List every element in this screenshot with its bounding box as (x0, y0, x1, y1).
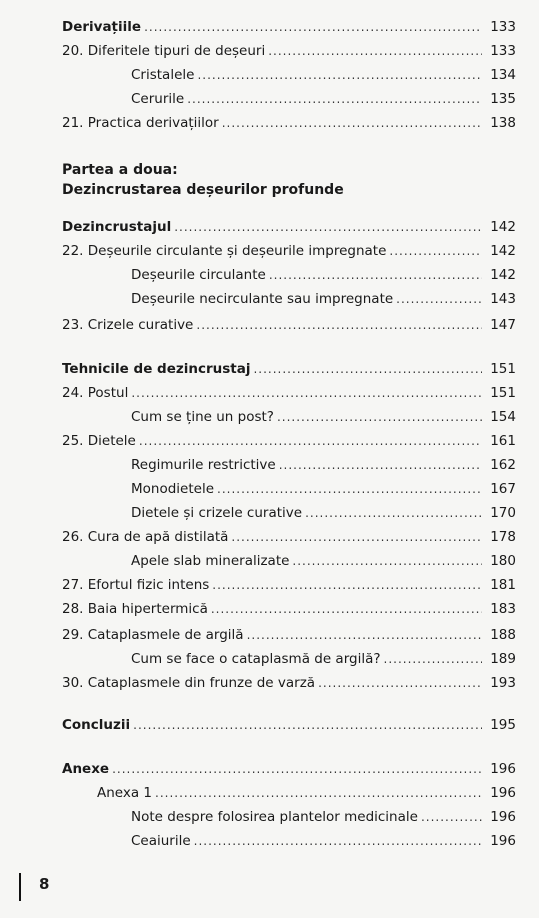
toc-entry (0, 526, 539, 548)
dot-leader (292, 550, 482, 572)
toc-entry-title: Cum se ține un post? (131, 409, 274, 425)
toc-entry (0, 806, 539, 828)
toc-entry-page: 161 (490, 433, 516, 449)
dot-leader (421, 806, 482, 828)
dot-leader (222, 112, 482, 134)
toc-entry (0, 64, 539, 86)
dot-leader (139, 430, 482, 452)
toc-entry-page: 196 (490, 761, 516, 777)
dot-leader (389, 240, 482, 262)
toc-entry-page: 135 (490, 91, 516, 107)
toc-entry-page: 147 (490, 317, 516, 333)
toc-entry (0, 240, 539, 262)
toc-entry-page: 178 (490, 529, 516, 545)
dot-leader (187, 88, 482, 110)
toc-entry (0, 88, 539, 110)
toc-entry-page: 193 (490, 675, 516, 691)
dot-leader (318, 672, 482, 694)
toc-entry-page: 134 (490, 67, 516, 83)
toc-entry-page: 167 (490, 481, 516, 497)
toc-entry-title: Dezincrustajul (62, 219, 172, 235)
toc-entry-page: 154 (490, 409, 516, 425)
dot-leader (247, 624, 482, 646)
dot-leader (277, 406, 482, 428)
dot-leader (155, 782, 482, 804)
toc-entry (0, 430, 539, 452)
toc-entry-title: 22. Deșeurile circulante și deșeurile impregnate (62, 243, 387, 259)
toc-entry-title: 27. Efortul fizic intens (62, 577, 210, 593)
toc-entry-page: 162 (490, 457, 516, 473)
toc-entry-title: 30. Cataplasmele din frunze de varză (62, 675, 316, 691)
toc-entry-page: 138 (490, 115, 516, 131)
toc-entry (0, 314, 539, 336)
toc-entry-title: 25. Dietele (62, 433, 136, 449)
toc-entry-title: 26. Cura de apă distilată (62, 529, 229, 545)
toc-entry-title: Monodietele (131, 481, 215, 497)
toc-entry-page: 170 (490, 505, 516, 521)
dot-leader (112, 758, 482, 780)
toc-entry-page: 196 (490, 833, 516, 849)
toc-entry-title: Dietele și crizele curative (131, 505, 303, 521)
toc-entry (0, 830, 539, 852)
toc-entry-title: 23. Crizele curative (62, 317, 194, 333)
dot-leader (384, 648, 482, 670)
toc-entry-page: 196 (490, 809, 516, 825)
toc-entry-title: Cristalele (131, 67, 195, 83)
toc-entry-title: Derivațiile (62, 19, 142, 35)
toc-entry-title: Anexe (62, 761, 110, 777)
toc-entry-title: Ceaiurile (131, 833, 191, 849)
toc-entry-title: 28. Baia hipertermică (62, 601, 208, 617)
toc-entry-page: 180 (490, 553, 516, 569)
part-heading-line2: Dezincrustarea deșeurilor profunde (62, 182, 344, 198)
toc-entry (0, 758, 539, 780)
toc-entry-page: 151 (490, 361, 516, 377)
toc-entry-title: Deșeurile circulante (131, 267, 266, 283)
dot-leader (396, 288, 482, 310)
toc-entry (0, 502, 539, 524)
toc-entry (0, 672, 539, 694)
toc-entry-page: 189 (490, 651, 516, 667)
toc-entry-title: Apele slab mineralizate (131, 553, 290, 569)
toc-entry-page: 196 (490, 785, 516, 801)
toc-entry-page: 142 (490, 267, 516, 283)
toc-entry-title: Deșeurile necirculante sau impregnate (131, 291, 394, 307)
toc-entry (0, 478, 539, 500)
toc-entry-page: 195 (490, 717, 516, 733)
toc-entry-page: 151 (490, 385, 516, 401)
toc-entry (0, 40, 539, 62)
toc-entry-page: 183 (490, 601, 516, 617)
dot-leader (196, 314, 482, 336)
dot-leader (253, 358, 482, 380)
toc-entry-title: Cum se face o cataplasmă de argilă? (131, 651, 381, 667)
toc-entry-title: Note despre folosirea plantelor medicinale (131, 809, 418, 825)
page-number: 8 (39, 875, 50, 893)
toc-entry (0, 550, 539, 572)
part-heading-line1: Partea a doua: (62, 162, 178, 178)
toc-entry-title: 21. Practica derivațiilor (62, 115, 219, 131)
toc-entry-page: 142 (490, 243, 516, 259)
dot-leader (131, 382, 482, 404)
toc-entry (0, 16, 539, 38)
toc-entry-page: 133 (490, 43, 516, 59)
toc-entry-title: Concluzii (62, 717, 131, 733)
dot-leader (144, 16, 482, 38)
dot-leader (133, 714, 482, 736)
dot-leader (197, 64, 482, 86)
dot-leader (268, 40, 482, 62)
toc-entry-title: 24. Postul (62, 385, 129, 401)
toc-entry (0, 382, 539, 404)
dot-leader (194, 830, 482, 852)
dot-leader (269, 264, 482, 286)
toc-entry (0, 624, 539, 646)
toc-entry-page: 188 (490, 627, 516, 643)
toc-entry-title: Cerurile (131, 91, 185, 107)
toc-entry-page: 181 (490, 577, 516, 593)
toc-entry (0, 112, 539, 134)
toc-entry (0, 648, 539, 670)
toc-entry (0, 216, 539, 238)
dot-leader (305, 502, 482, 524)
toc-entry (0, 406, 539, 428)
toc-entry-title: Regimurile restrictive (131, 457, 276, 473)
dot-leader (231, 526, 482, 548)
toc-entry-title: 29. Cataplasmele de argilă (62, 627, 244, 643)
toc-entry (0, 358, 539, 380)
toc-entry-page: 142 (490, 219, 516, 235)
toc-entry (0, 454, 539, 476)
toc-entry-page: 143 (490, 291, 516, 307)
toc-entry (0, 264, 539, 286)
toc-entry-page: 133 (490, 19, 516, 35)
toc-entry (0, 574, 539, 596)
dot-leader (279, 454, 482, 476)
dot-leader (212, 574, 482, 596)
toc-entry-title: Anexa 1 (97, 785, 153, 801)
dot-leader (211, 598, 482, 620)
toc-entry (0, 782, 539, 804)
toc-entry (0, 598, 539, 620)
toc-entry-title: Tehnicile de dezincrustaj (62, 361, 251, 377)
folio-rule (19, 873, 21, 901)
toc-entry (0, 714, 539, 736)
dot-leader (217, 478, 482, 500)
toc-entry-title: 20. Diferitele tipuri de deșeuri (62, 43, 266, 59)
toc-entry (0, 288, 539, 310)
dot-leader (174, 216, 482, 238)
